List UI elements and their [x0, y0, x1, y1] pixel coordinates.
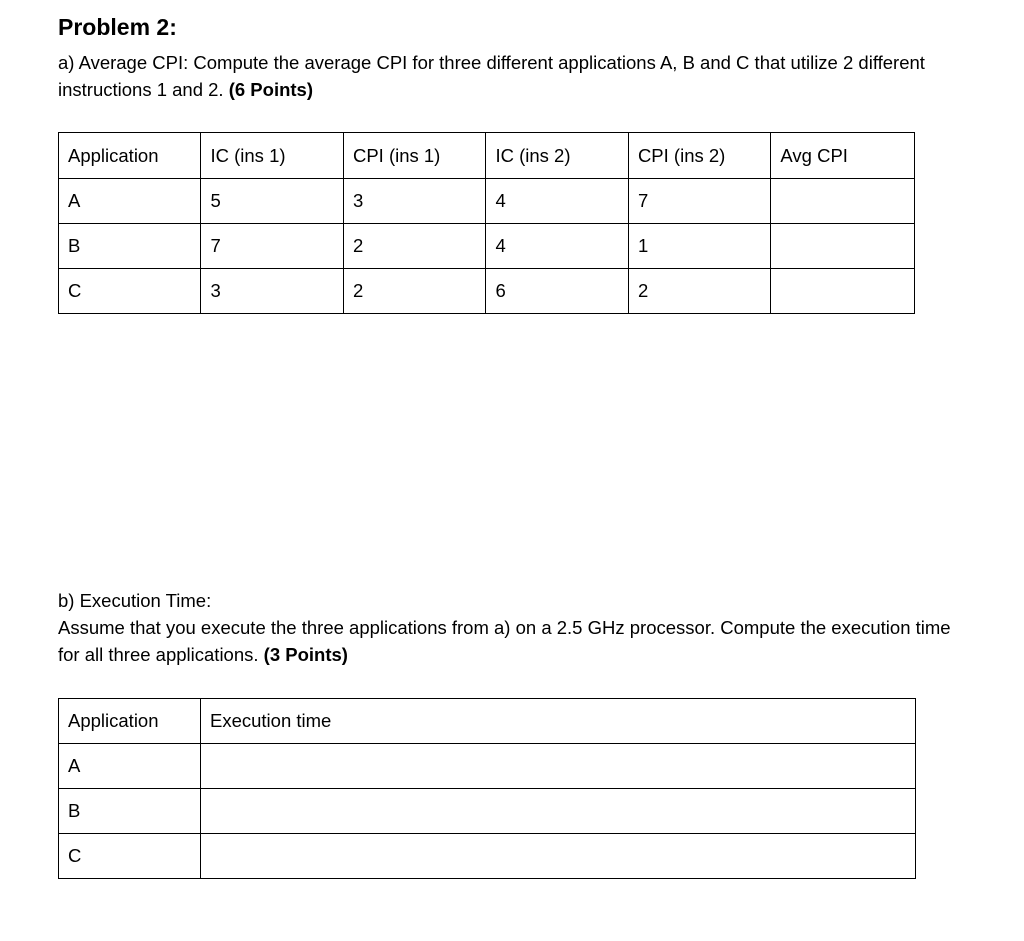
part-b-heading: b) Execution Time:	[58, 590, 212, 611]
cell-ic-ins2: 4	[486, 224, 628, 269]
table-row	[59, 269, 915, 314]
part-b-text: Assume that you execute the three applications from a) on a 2.5 GHz processor. Compute the execution time for all three applications.	[58, 617, 951, 665]
cell-ic-ins2: 6	[486, 269, 628, 314]
cell-application: C	[59, 834, 201, 879]
cell-application: A	[59, 744, 201, 789]
part-b-prompt	[58, 587, 958, 668]
table-row	[59, 834, 916, 879]
cell-cpi-ins2: 2	[628, 269, 770, 314]
problem-title: Problem 2:	[58, 14, 177, 40]
cell-execution-time-answer[interactable]	[201, 834, 916, 879]
header-application: Application	[59, 699, 201, 744]
part-a-points: (6 Points)	[228, 79, 313, 100]
cell-application: B	[59, 789, 201, 834]
cell-cpi-ins2: 1	[628, 224, 770, 269]
header-application: Application	[59, 133, 201, 179]
table-row	[59, 744, 916, 789]
table-row	[59, 789, 916, 834]
header-cpi-ins2: CPI (ins 2)	[628, 133, 770, 179]
cell-cpi-ins1: 2	[343, 224, 485, 269]
avg-cpi-table	[58, 132, 915, 314]
header-ic-ins2: IC (ins 2)	[486, 133, 628, 179]
cell-cpi-ins1: 2	[343, 269, 485, 314]
header-avg-cpi: Avg CPI	[771, 133, 915, 179]
header-ic-ins1: IC (ins 1)	[201, 133, 343, 179]
part-a-text: a) Average CPI: Compute the average CPI for three different applications A, B and C that utilize 2 different instructions 1 and 2.	[58, 52, 925, 100]
table-header-row	[59, 699, 916, 744]
cell-avg-cpi-answer[interactable]	[771, 224, 915, 269]
cell-avg-cpi-answer[interactable]	[771, 269, 915, 314]
cell-cpi-ins1: 3	[343, 179, 485, 224]
cell-application: B	[59, 224, 201, 269]
cell-ic-ins1: 7	[201, 224, 343, 269]
cell-ic-ins2: 4	[486, 179, 628, 224]
table-header-row	[59, 133, 915, 179]
part-b-points: (3 Points)	[263, 644, 348, 665]
part-a-prompt	[58, 49, 938, 103]
header-execution-time: Execution time	[201, 699, 916, 744]
table-row	[59, 224, 915, 269]
header-cpi-ins1: CPI (ins 1)	[343, 133, 485, 179]
execution-time-table	[58, 698, 916, 879]
cell-ic-ins1: 3	[201, 269, 343, 314]
cell-cpi-ins2: 7	[628, 179, 770, 224]
table-row	[59, 179, 915, 224]
cell-avg-cpi-answer[interactable]	[771, 179, 915, 224]
cell-execution-time-answer[interactable]	[201, 744, 916, 789]
cell-application: C	[59, 269, 201, 314]
cell-execution-time-answer[interactable]	[201, 789, 916, 834]
cell-ic-ins1: 5	[201, 179, 343, 224]
cell-application: A	[59, 179, 201, 224]
